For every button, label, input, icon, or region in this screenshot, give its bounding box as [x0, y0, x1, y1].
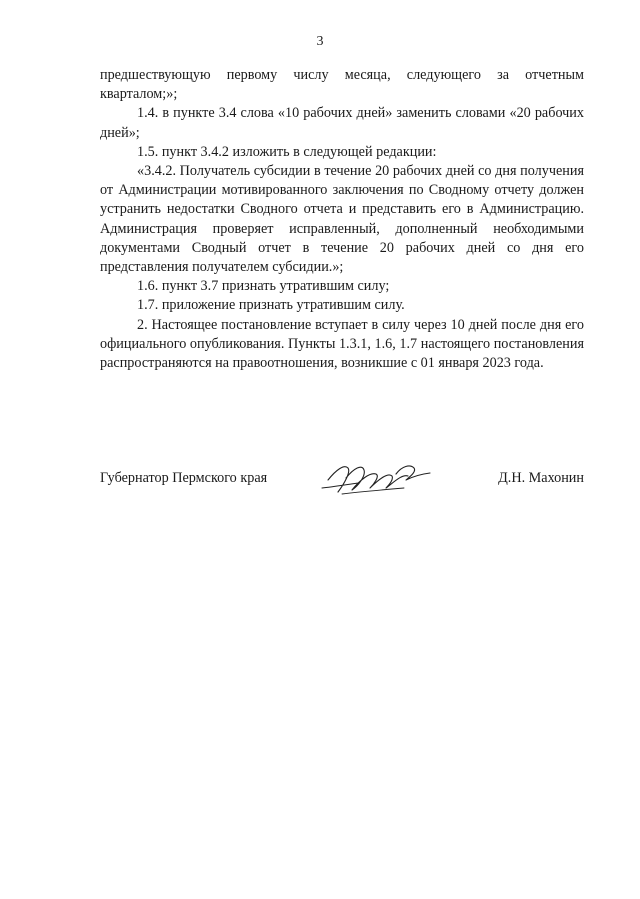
- page-number: 3: [316, 34, 324, 49]
- paragraph-continuation: предшествующую первому числу месяца, следующего за отчетным кварталом;»;: [100, 67, 584, 103]
- paragraph-item-1-7: 1.7. приложение признать утратившим силу.: [137, 297, 405, 314]
- paragraph-item-1-4: 1.4. в пункте 3.4 слова «10 рабочих дней» заменить словами «20 рабочих дней»;: [100, 105, 584, 141]
- paragraph-item-2: 2. Настоящее постановление вступает в силу через 10 дней после дня его официального опубликования. Пункты 1.3.1, 1.6, 1.7 настоящего постановления распространяются на правоотношения, возникшие с 01 января 2023 года.: [100, 316, 584, 372]
- paragraph-item-1-6: 1.6. пункт 3.7 признать утратившим силу;: [137, 278, 390, 295]
- handwritten-signature: [318, 458, 436, 498]
- paragraph-quoted-3-4-2: «3.4.2. Получатель субсидии в течение 20 рабочих дней со дня получения от Администрации мотивированного заключения по Сводному отчету должен устранить недостатки Сводного отчета и представить его в Администрацию. Администрация проверяет исправленный, дополненный необходимыми документами Сводный отчет в течение 20 рабочих дней со дня его представления получателем субсидии.»;: [100, 163, 584, 276]
- paragraph-item-1-5: 1.5. пункт 3.4.2 изложить в следующей редакции:: [137, 143, 437, 160]
- signature-block: [100, 458, 584, 498]
- signer-title: Губернатор Пермского края: [100, 470, 268, 486]
- signer-name: Д.Н. Махонин: [498, 470, 584, 486]
- document-body: [100, 66, 584, 373]
